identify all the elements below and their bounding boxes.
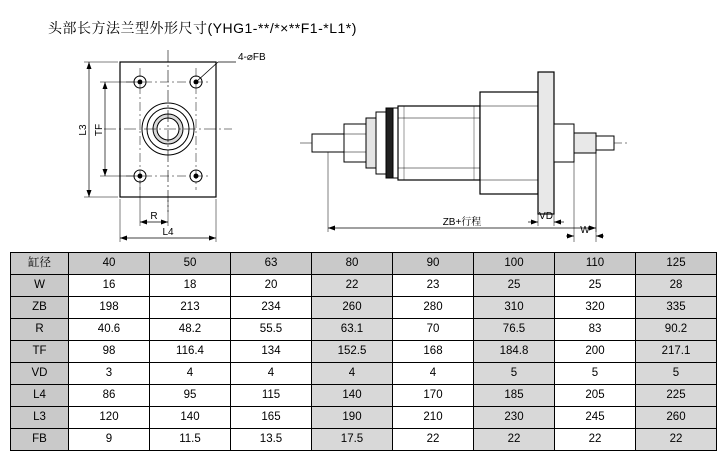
label-r: R — [150, 211, 158, 222]
table-cell: 22 — [474, 429, 555, 451]
table-cell: 5 — [555, 363, 636, 385]
table-cell: 23 — [393, 275, 474, 297]
table-cell: 213 — [150, 297, 231, 319]
table-cell: 3 — [69, 363, 150, 385]
table-cell: 22 — [555, 429, 636, 451]
table-cell: 140 — [150, 407, 231, 429]
row-label: R — [11, 319, 69, 341]
label-tf: TF — [94, 123, 105, 137]
table-cell: 40.6 — [69, 319, 150, 341]
header-cell-bore-size: 50 — [150, 253, 231, 275]
table-cell: 115 — [231, 385, 312, 407]
table-cell: 198 — [69, 297, 150, 319]
table-cell: 260 — [636, 407, 717, 429]
table-cell: 95 — [150, 385, 231, 407]
table-cell: 25 — [555, 275, 636, 297]
table-cell: 90.2 — [636, 319, 717, 341]
header-cell-bore-size: 90 — [393, 253, 474, 275]
table-cell: 234 — [231, 297, 312, 319]
table-header-row — [11, 253, 717, 275]
row-label: TF — [11, 341, 69, 363]
row-label: L4 — [11, 385, 69, 407]
table-cell: 4 — [312, 363, 393, 385]
table-cell: 28 — [636, 275, 717, 297]
row-label: ZB — [11, 297, 69, 319]
table-cell: 210 — [393, 407, 474, 429]
technical-drawing — [0, 30, 648, 245]
table-cell: 168 — [393, 341, 474, 363]
table-cell: 22 — [636, 429, 717, 451]
page-title: 头部长方法兰型外形尺寸(YHG1-**/*×**F1-*L1*) — [48, 20, 357, 36]
table-cell: 83 — [555, 319, 636, 341]
table-cell: 165 — [231, 407, 312, 429]
label-stroke: ZB+行程 — [442, 217, 482, 228]
table-cell: 16 — [69, 275, 150, 297]
table-cell: 86 — [69, 385, 150, 407]
table-cell: 70 — [393, 319, 474, 341]
table-cell: 185 — [474, 385, 555, 407]
table-cell: 280 — [393, 297, 474, 319]
table-cell: 5 — [474, 363, 555, 385]
table-cell: 200 — [555, 341, 636, 363]
table-cell: 63.1 — [312, 319, 393, 341]
header-cell-bore-size: 125 — [636, 253, 717, 275]
row-label: L3 — [11, 407, 69, 429]
table-cell: 17.5 — [312, 429, 393, 451]
header-cell-bore-size: 100 — [474, 253, 555, 275]
table-cell: 205 — [555, 385, 636, 407]
label-w: W — [580, 225, 590, 236]
table-cell: 55.5 — [231, 319, 312, 341]
table-cell: 230 — [474, 407, 555, 429]
table-row — [11, 341, 717, 363]
dimension-table — [10, 252, 717, 451]
table-cell: 25 — [474, 275, 555, 297]
table-row — [11, 319, 717, 341]
table-row — [11, 407, 717, 429]
header-cell-bore-size: 63 — [231, 253, 312, 275]
table-cell: 22 — [312, 275, 393, 297]
label-vd: VD — [539, 211, 553, 222]
label-holes: 4-⌀FB — [238, 52, 266, 63]
table-cell: 76.5 — [474, 319, 555, 341]
table-cell: 335 — [636, 297, 717, 319]
table-cell: 9 — [69, 429, 150, 451]
table-cell: 170 — [393, 385, 474, 407]
row-label: FB — [11, 429, 69, 451]
table-cell: 120 — [69, 407, 150, 429]
table-cell: 4 — [393, 363, 474, 385]
table-cell: 225 — [636, 385, 717, 407]
table-cell: 20 — [231, 275, 312, 297]
table-row — [11, 297, 717, 319]
table-cell: 310 — [474, 297, 555, 319]
label-l3: L3 — [78, 124, 89, 136]
table-cell: 11.5 — [150, 429, 231, 451]
row-label: VD — [11, 363, 69, 385]
table-cell: 13.5 — [231, 429, 312, 451]
table-cell: 184.8 — [474, 341, 555, 363]
header-cell-bore-size: 80 — [312, 253, 393, 275]
table-row — [11, 385, 717, 407]
table-row — [11, 429, 717, 451]
table-cell: 48.2 — [150, 319, 231, 341]
table-cell: 98 — [69, 341, 150, 363]
table-cell: 4 — [150, 363, 231, 385]
table-row — [11, 275, 717, 297]
table-cell: 5 — [636, 363, 717, 385]
table-cell: 18 — [150, 275, 231, 297]
table-cell: 190 — [312, 407, 393, 429]
row-label: W — [11, 275, 69, 297]
table-cell: 320 — [555, 297, 636, 319]
header-cell-bore-size: 40 — [69, 253, 150, 275]
table-cell: 260 — [312, 297, 393, 319]
table-cell: 217.1 — [636, 341, 717, 363]
table-body — [11, 253, 717, 451]
header-cell-bore-size: 110 — [555, 253, 636, 275]
header-cell-bore: 缸径 — [11, 253, 69, 275]
table-cell: 4 — [231, 363, 312, 385]
table-cell: 140 — [312, 385, 393, 407]
table-cell: 152.5 — [312, 341, 393, 363]
table-cell: 116.4 — [150, 341, 231, 363]
label-l4: L4 — [162, 227, 174, 238]
table-cell: 22 — [393, 429, 474, 451]
table-cell: 134 — [231, 341, 312, 363]
table-row — [11, 363, 717, 385]
table-cell: 245 — [555, 407, 636, 429]
